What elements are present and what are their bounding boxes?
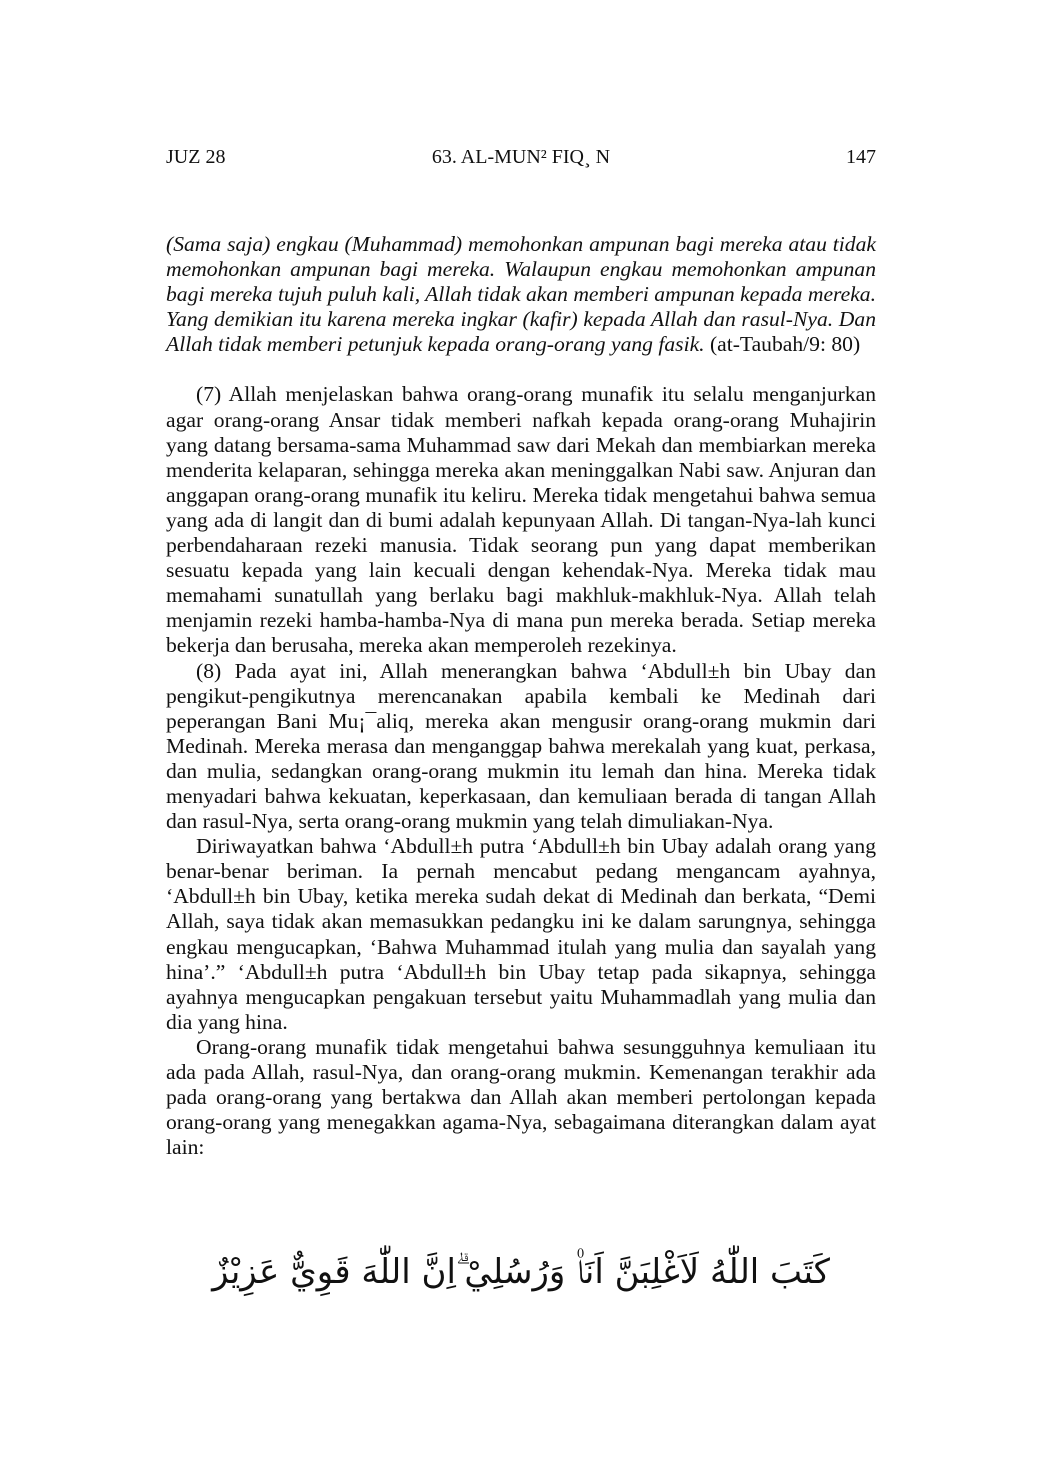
paragraph-hadith: Diriwayatkan bahwa ‘Abdull±h putra ‘Abdull±h bin Ubay adalah orang yang benar-benar beriman. Ia pernah mencabut pedang mengancam ayahnya, ‘Abdull±h bin Ubay, ketika mereka sudah dekat di Medinah dan berkata, “Demi Allah, saya tidak akan memasukkan pedangku ini ke dalam sarungnya, sehingga engkau mengucapkan, ‘Bahwa Muhammad itulah yang mulia dan sayalah yang hina’.” ‘Abdull±h putra ‘Abdull±h bin Ubay tetap pada sikapnya, sehingga ayahnya mengucapkan pengakuan tersebut yaitu Muhammadlah yang mulia dan dia yang hina. (166, 834, 876, 1034)
quote-text: (Sama saja) engkau (Muhammad) memohonkan ampunan bagi mereka atau tidak memohonkan ampunan bagi mereka. Walaupun engkau memohonkan ampunan bagi mereka tujuh puluh kali, Allah tidak akan memberi ampunan kepada mereka. Yang demikian itu karena mereka ingkar (kafir) kepada Allah dan rasul-Nya. Dan Allah tidak memberi petunjuk kepada orang-orang yang fasik. (166, 232, 876, 357)
paragraph-7: (7) Allah menjelaskan bahwa orang-orang munafik itu selalu menganjurkan agar orang-orang Ansar tidak memberi nafkah kepada orang-orang Muhajirin yang datang bersama-sama Muhammad saw dari Mekah dan membiarkan mereka menderita kelaparan, sehingga mereka akan meninggalkan Nabi saw. Anjuran dan anggapan orang-orang munafik itu keliru. Mereka tidak mengetahui bahwa semua yang ada di langit dan di bumi adalah kepunyaan Allah. Di tangan-Nya-lah kunci perbendaharaan rezeki manusia. Tidak seorang pun yang dapat memberikan sesuatu kepada yang lain kecuali dengan kehendak-Nya. Mereka tidak mau memahami sunatullah yang berlaku bagi makhluk-makhluk-Nya. Allah telah menjamin rezeki hamba-hamba-Nya di mana pun mereka berada. Setiap mereka bekerja dan berusaha, mereka akan memperoleh rezekinya. (166, 382, 876, 658)
paragraph-8: (8) Pada ayat ini, Allah menerangkan bahwa ‘Abdull±h bin Ubay dan pengikut-pengikutnya merencanakan apabila kembali ke Medinah dari peperangan Bani Mu¡¯aliq, mereka akan mengusir orang-orang mukmin dari Medinah. Mereka merasa dan menganggap bahwa merekalah yang kuat, perkasa, dan mulia, sedangkan orang-orang mukmin itu lemah dan hina. Mereka tidak menyadari bahwa kekuatan, keperkasaan, dan kemuliaan berada di tangan Allah dan rasul-Nya, serta orang-orang mukmin yang telah dimuliakan-Nya. (166, 658, 876, 834)
page-body (166, 232, 876, 1160)
paragraph-gap (166, 357, 876, 382)
arabic-verse: كَتَبَ اللّٰهُ لَاَغْلِبَنَّ اَنَا۠ وَرُسُلِيْ ۗاِنَّ اللّٰهَ قَوِيٌّ عَزِيْزٌ (212, 1252, 830, 1292)
quote-reference: (at-Taubah/9: 80) (704, 332, 861, 357)
running-header (166, 146, 876, 176)
paragraph-closing: Orang-orang munafik tidak mengetahui bahwa sesungguhnya kemuliaan itu ada pada Allah, rasul-Nya, dan orang-orang mukmin. Kemenangan terakhir ada pada orang-orang yang bertakwa dan Allah akan memberi pertolongan kepada orang-orang yang menegakkan agama-Nya, sebagaimana diterangkan dalam ayat lain: (166, 1034, 876, 1160)
quoted-verse-translation (166, 232, 876, 357)
juz-label: JUZ 28 (166, 146, 226, 168)
surah-title: 63. AL-MUN² FIQ¸ N (431, 146, 611, 168)
page-number: 147 (846, 146, 876, 168)
